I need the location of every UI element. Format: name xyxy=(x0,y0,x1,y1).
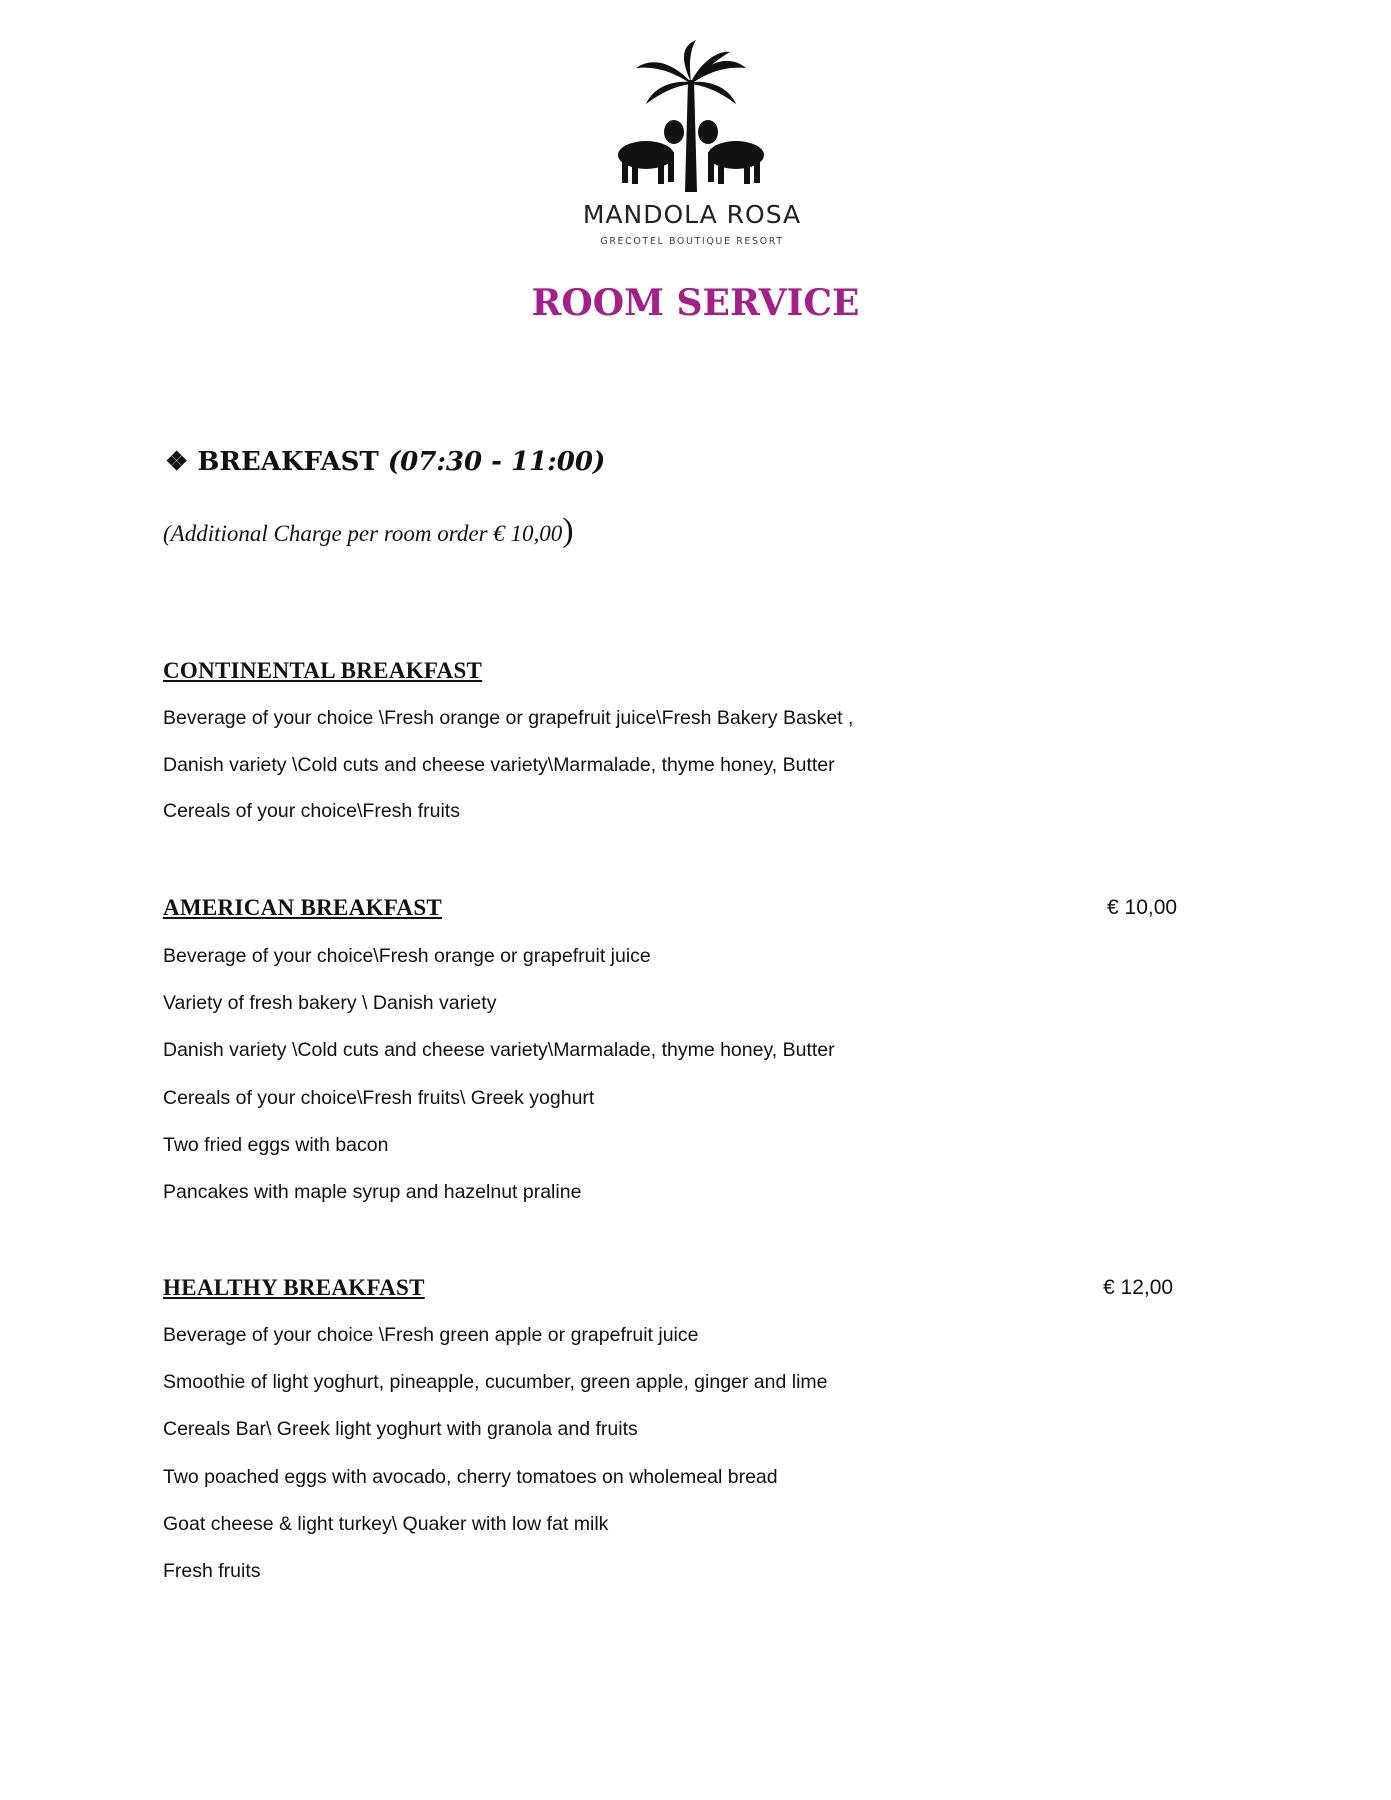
menu-item: Danish variety \Cold cuts and cheese variety\Marmalade, thyme honey, Butter xyxy=(163,754,835,776)
menu-item: Fresh fruits xyxy=(163,1560,261,1582)
note-text: (Additional Charge per room order € 10,00 xyxy=(163,521,563,546)
breakfast-label: BREAKFAST xyxy=(197,447,379,477)
breakfast-heading xyxy=(165,447,605,477)
menu-item: Beverage of your choice \Fresh orange or grapefruit juice\Fresh Bakery Basket , xyxy=(163,707,854,729)
menu-item: Beverage of your choice\Fresh orange or grapefruit juice xyxy=(163,945,651,967)
menu-item: Two poached eggs with avocado, cherry tomatoes on wholemeal bread xyxy=(163,1466,778,1488)
american-price: € 10,00 xyxy=(1107,896,1178,919)
menu-item: Cereals of your choice\Fresh fruits\ Greek yoghurt xyxy=(163,1087,595,1109)
diamond-bullet-icon: ❖ xyxy=(165,447,189,477)
breakfast-hours: (07:30 - 11:00) xyxy=(387,447,606,477)
palm-leopards-icon xyxy=(570,40,814,200)
menu-item: Danish variety \Cold cuts and cheese variety\Marmalade, thyme honey, Butter xyxy=(163,1039,835,1061)
additional-charge-note xyxy=(163,512,574,550)
note-paren: ) xyxy=(562,512,574,549)
menu-item: Goat cheese & light turkey\ Quaker with low fat milk xyxy=(163,1513,609,1535)
logo-name: MANDOLA ROSA xyxy=(582,200,802,229)
menu-item: Pancakes with maple syrup and hazelnut praline xyxy=(163,1181,582,1203)
resort-logo xyxy=(570,40,814,252)
menu-item: Two fried eggs with bacon xyxy=(163,1134,389,1156)
menu-item: Variety of fresh bakery \ Danish variety xyxy=(163,992,497,1014)
menu-item: Cereals of your choice\Fresh fruits xyxy=(163,800,460,822)
menu-item: Cereals Bar\ Greek light yoghurt with granola and fruits xyxy=(163,1418,638,1440)
menu-item: Beverage of your choice \Fresh green apple or grapefruit juice xyxy=(163,1324,699,1346)
page-title: ROOM SERVICE xyxy=(531,282,860,324)
logo-subtitle: GRECOTEL BOUTIQUE RESORT xyxy=(600,236,784,247)
section-heading-american: AMERICAN BREAKFAST xyxy=(163,895,443,920)
section-heading-continental: CONTINENTAL BREAKFAST xyxy=(163,658,483,683)
healthy-price: € 12,00 xyxy=(1103,1276,1174,1299)
section-heading-healthy: HEALTHY BREAKFAST xyxy=(163,1275,425,1300)
menu-item: Smoothie of light yoghurt, pineapple, cucumber, green apple, ginger and lime xyxy=(163,1371,828,1393)
